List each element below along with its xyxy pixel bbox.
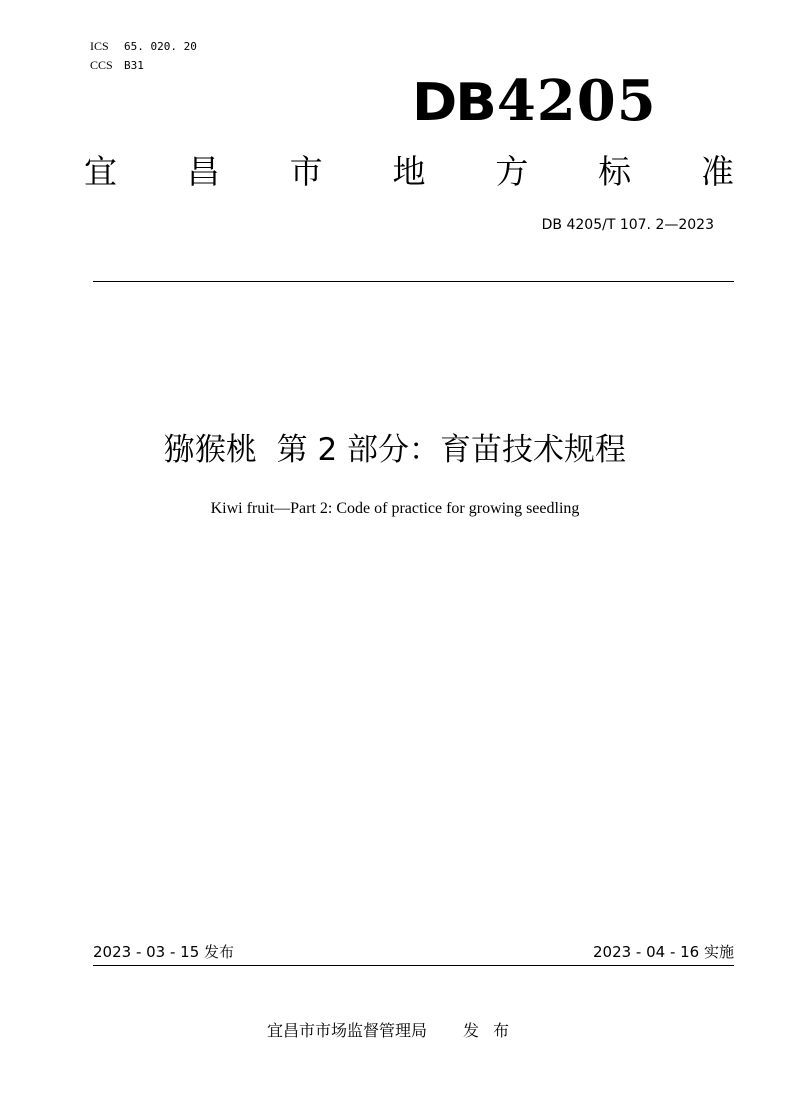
ccs-label: CCS: [90, 58, 113, 72]
standard-type-char: 地: [392, 152, 426, 191]
ccs-code: B31: [124, 59, 144, 72]
footer-divider: [93, 965, 734, 966]
header-divider: [93, 281, 734, 282]
standard-type-title: [84, 150, 734, 194]
ics-label: ICS: [90, 39, 109, 53]
document-title: 猕猴桃 第 2 部分：育苗技术规程: [163, 432, 627, 468]
db-region-number: 4205: [496, 68, 657, 134]
standard-type-char: 昌: [186, 152, 220, 191]
ics-code: 65. 020. 20: [124, 40, 197, 53]
publisher-name: 宜昌市市场监督管理局: [266, 1021, 427, 1040]
standard-type-char: 准: [700, 152, 734, 191]
standard-number: DB 4205/T 107. 2—2023: [541, 217, 714, 233]
standard-type-char: 宜: [84, 152, 117, 191]
standard-type-char: 标: [598, 152, 632, 191]
document-title-english: Kiwi fruit—Part 2: Code of practice for growing seedling: [210, 500, 580, 517]
publisher-line: [0, 1020, 790, 1042]
standard-type-char: 市: [289, 152, 323, 191]
issue-date: 2023 - 03 - 15 发布: [93, 943, 235, 961]
publish-action: 发布: [463, 1021, 524, 1040]
ccs-classification: [90, 59, 144, 72]
db-standard-logo: [414, 66, 657, 136]
db-letters: DB: [412, 73, 495, 133]
implementation-date: 2023 - 04 - 16 实施: [592, 943, 734, 961]
standard-type-char: 方: [495, 152, 529, 191]
ics-classification: [90, 40, 197, 53]
